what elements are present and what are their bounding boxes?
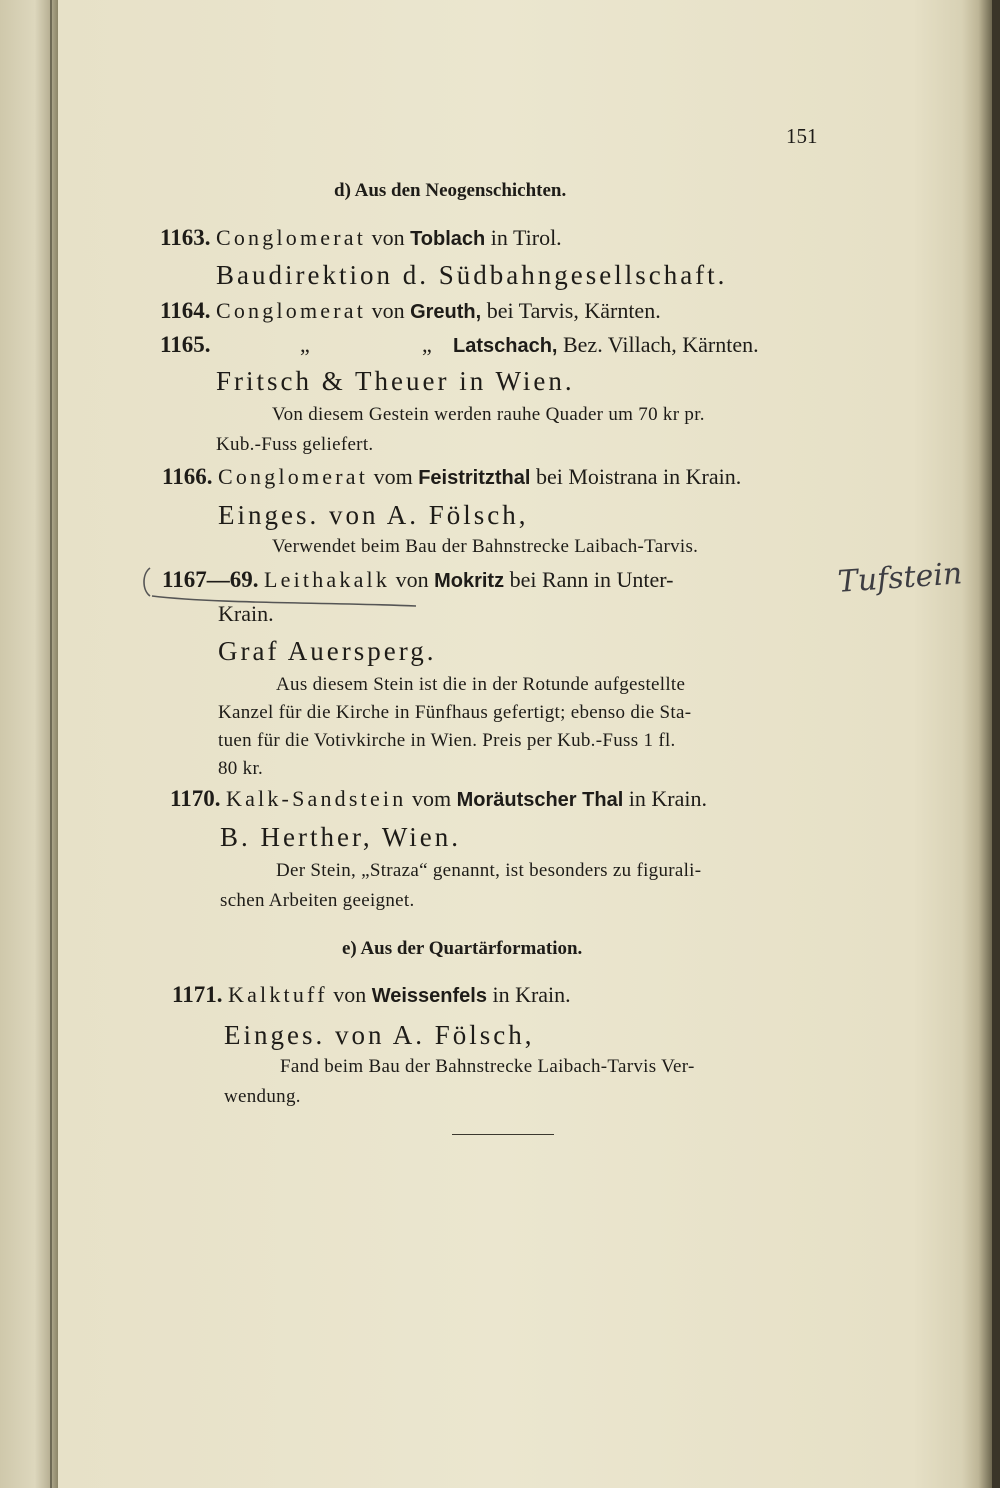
preposition: von: [333, 982, 367, 1007]
entry-number: 1170.: [170, 786, 221, 811]
region: bei Rann in Unter-: [509, 567, 674, 592]
entry-number: 1167—69.: [162, 567, 259, 592]
section-heading-d: d) Aus den Neogenschichten.: [334, 180, 567, 201]
region: in Tirol.: [490, 225, 562, 250]
note-line: Von diesem Gestein werden rauhe Quader um 70 kr pr.: [272, 404, 705, 425]
page-edge: [962, 0, 992, 1488]
exhibitor-foelsch: Einges. von A. Fölsch,: [218, 500, 529, 530]
handwritten-annotation: [834, 552, 964, 608]
end-rule: [452, 1134, 554, 1135]
ditto-mark: „: [422, 332, 432, 357]
stone-type: Conglomerat: [215, 225, 367, 250]
note-line: Verwendet beim Bau der Bahnstrecke Laibach-Tarvis.: [272, 536, 699, 557]
locality: Greuth,: [410, 301, 482, 323]
preposition: von: [395, 567, 429, 592]
note-line: schen Arbeiten geeignet.: [220, 890, 415, 911]
stone-type: Conglomerat: [217, 464, 369, 489]
exhibitor-baudirektion: Baudirektion d. Südbahngesellschaft.: [216, 260, 728, 290]
exhibitor-auersperg: Graf Auersperg.: [218, 636, 437, 666]
preposition: von: [371, 298, 405, 323]
entry-number: 1164.: [160, 298, 211, 323]
page-number: 151: [786, 124, 818, 148]
handwritten-text: Tufstein: [836, 556, 964, 600]
note-line: tuen für die Votivkirche in Wien. Preis per Kub.-Fuss 1 fl.: [218, 730, 676, 751]
region: in Krain.: [492, 982, 571, 1007]
entry-1164: [160, 298, 661, 324]
entry-number: 1171.: [172, 982, 223, 1007]
region: in Krain.: [628, 786, 707, 811]
locality: Mokritz: [434, 570, 505, 592]
exhibitor-herther: B. Herther, Wien.: [220, 822, 462, 852]
ditto-mark: „: [300, 332, 310, 357]
entry-1165: [160, 332, 840, 358]
preposition: von: [371, 225, 405, 250]
region: bei Moistrana in Krain.: [535, 464, 742, 489]
stone-type: Kalktuff: [227, 982, 328, 1007]
note-line: wendung.: [224, 1086, 301, 1107]
stone-type: Kalk-Sandstein: [225, 786, 407, 811]
stone-type: Leithakalk: [263, 567, 391, 592]
stone-type: Conglomerat: [215, 298, 367, 323]
entry-number: 1166.: [162, 464, 213, 489]
note-line: Kanzel für die Kirche in Fünfhaus gefertigt; ebenso die Sta-: [218, 702, 692, 723]
entry-continuation: Krain.: [218, 601, 274, 626]
note-line: Der Stein, „Straza“ genannt, ist besonders zu figurali-: [276, 860, 702, 881]
note-line: Aus diesem Stein ist die in der Rotunde aufgestellte: [276, 674, 686, 695]
locality: Weissenfels: [371, 985, 487, 1007]
entry-1170: [170, 786, 707, 812]
entry-number: 1165.: [160, 332, 211, 357]
entry-number: 1163.: [160, 225, 211, 250]
region: bei Tarvis, Kärnten.: [486, 298, 661, 323]
entry-1171: [172, 982, 571, 1008]
note-line: Fand beim Bau der Bahnstrecke Laibach-Tarvis Ver-: [280, 1056, 695, 1077]
locality: Moräutscher Thal: [456, 789, 624, 811]
note-line: 80 kr.: [218, 758, 264, 779]
locality: Toblach: [410, 228, 486, 250]
section-heading-e: e) Aus der Quartärformation.: [342, 938, 583, 959]
exhibitor-foelsch: Einges. von A. Fölsch,: [224, 1020, 535, 1050]
locality: Feistritzthal: [418, 467, 531, 489]
region: Bez. Villach, Kärnten.: [562, 332, 759, 357]
pencil-bracket-mark: [140, 560, 440, 620]
entry-1166: [162, 464, 741, 490]
locality: Latschach,: [453, 335, 558, 357]
exhibitor-fritsch: Fritsch & Theuer in Wien.: [216, 366, 575, 396]
preposition: vom: [373, 464, 413, 489]
note-line: Kub.-Fuss geliefert.: [216, 434, 374, 455]
preposition: vom: [411, 786, 452, 811]
gutter-shadow-line: [50, 0, 52, 1488]
entry-1163: [160, 225, 562, 251]
